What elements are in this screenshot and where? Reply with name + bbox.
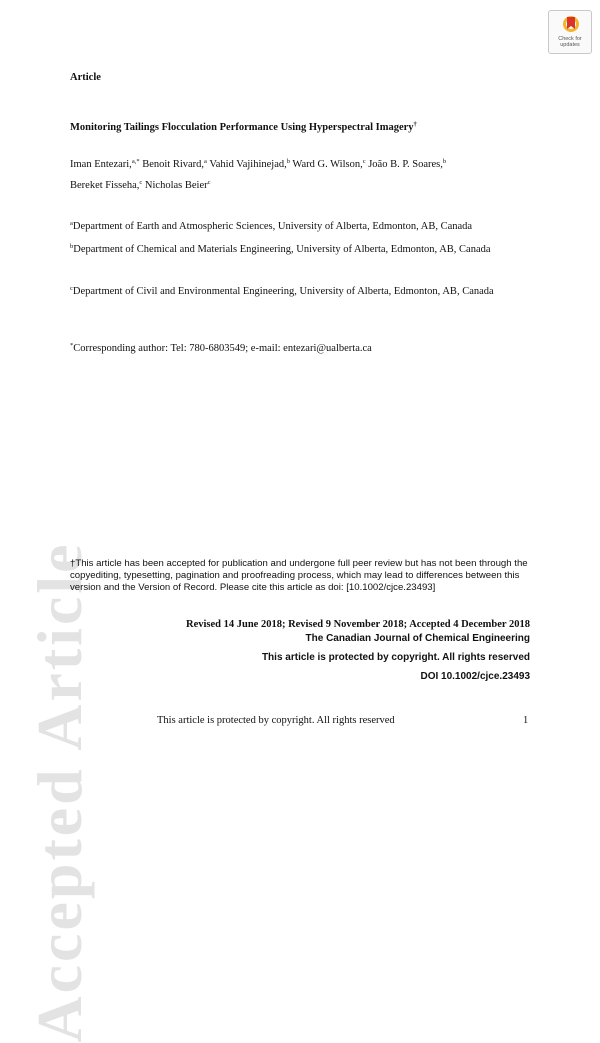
author-sup: b — [286, 158, 290, 165]
revision-dates: Revised 14 June 2018; Revised 9 November 2018; Accepted 4 December 2018 — [185, 619, 530, 630]
corresponding-text: Corresponding author: Tel: 780-6803549; e-mail: entezari@ualberta.ca — [73, 343, 372, 354]
affiliation-text: Department of Civil and Environmental Engineering, University of Alberta, Edmonton, AB, Canada — [72, 286, 494, 297]
corresponding-sup: * — [70, 342, 74, 349]
paper-title-text: Monitoring Tailings Flocculation Performance Using Hyperspectral Imagery — [70, 122, 414, 133]
affiliation-b — [70, 239, 520, 260]
author-sup: c — [207, 179, 211, 186]
badge-line1: Check for — [558, 36, 582, 42]
author-name: Benoit Rivard, — [139, 159, 205, 170]
author-sup: c — [362, 158, 366, 165]
acceptance-notice: †This article has been accepted for publication and undergone full peer review but has not been through the copyediting, typesetting, pagination and proofreading process, which may lead to differences between this version and the Version of Record. Please cite this article as doi: [10.1002/cjce.23493] — [70, 558, 528, 594]
page-number: 1 — [523, 715, 529, 726]
badge-label — [549, 36, 591, 48]
affiliation-c — [70, 281, 520, 302]
author-name: Bereket Fisseha, — [70, 180, 140, 191]
author-sup: c — [139, 179, 143, 186]
author-name: Nicholas Beier — [142, 180, 208, 191]
author-sup: a,* — [131, 158, 140, 165]
page-footer: This article is protected by copyright. All rights reserved — [157, 715, 395, 726]
affiliation-sup: c — [70, 285, 73, 292]
affiliation-sup: a — [70, 220, 73, 227]
accepted-article-watermark: Accepted Article — [24, 541, 95, 1043]
author-name: Iman Entezari, — [70, 159, 132, 170]
author-sup: b — [442, 158, 447, 165]
article-type: Article — [70, 72, 101, 83]
corresponding-author — [70, 342, 372, 356]
author-line-1 — [70, 158, 446, 172]
affiliation-a — [70, 220, 472, 234]
check-for-updates-badge[interactable] — [548, 10, 592, 54]
author-name: Ward G. Wilson, — [289, 159, 363, 170]
affiliation-text: Department of Earth and Atmospheric Sciences, University of Alberta, Edmonton, AB, Canada — [72, 221, 473, 232]
doi-link[interactable]: DOI 10.1002/cjce.23493 — [420, 671, 530, 682]
paper-title — [70, 122, 417, 133]
copyright-notice: This article is protected by copyright. All rights reserved — [261, 652, 530, 663]
author-name: Vahid Vajihinejad, — [206, 159, 287, 170]
bookmark-icon — [561, 14, 581, 36]
badge-line2: updates — [560, 42, 580, 48]
title-footnote-mark: † — [413, 121, 417, 128]
author-line-2 — [70, 179, 211, 193]
affiliation-sup: b — [70, 243, 74, 250]
journal-name: The Canadian Journal of Chemical Engineering — [305, 633, 530, 644]
author-sup: a — [204, 158, 207, 165]
author-name: João B. P. Soares, — [365, 159, 443, 170]
affiliation-text: Department of Chemical and Materials Engineering, University of Alberta, Edmonton, AB, Canada — [73, 244, 491, 255]
